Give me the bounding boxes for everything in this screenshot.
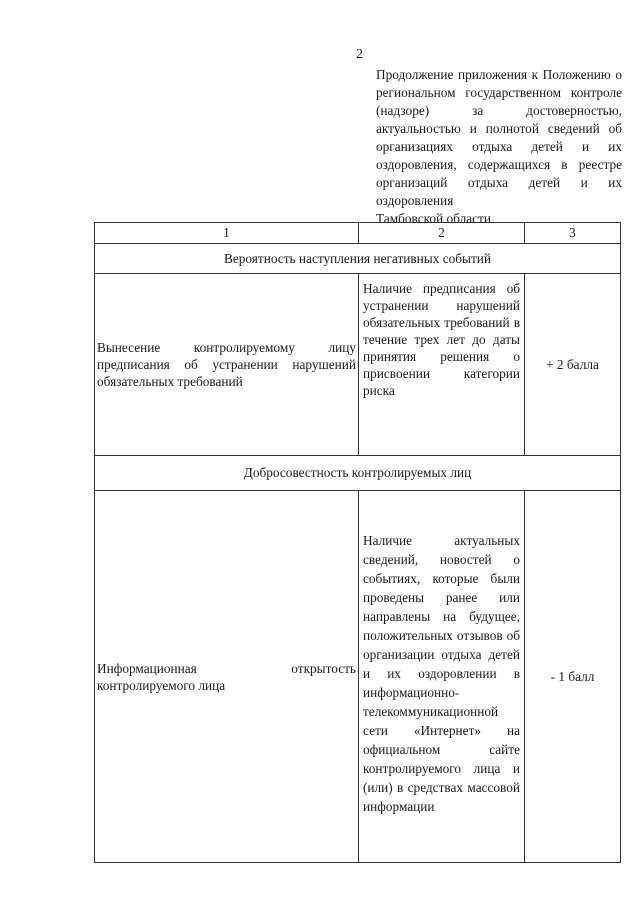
indicator-cell: Наличие предписания об устранении нарушений обязательных требований в течение трех лет до даты принятия решения о присвоении категории риска [359, 274, 525, 456]
score-cell: - 1 балл [525, 491, 621, 863]
appendix-continuation-note [376, 66, 622, 228]
table-row [95, 491, 621, 863]
page-number: 2 [356, 47, 363, 62]
section-title-negative-events: Вероятность наступления негативных событий [95, 244, 621, 274]
column-number-2: 2 [359, 223, 525, 244]
risk-criteria-table [94, 222, 621, 863]
section-title-good-faith: Добросовестность контролируемых лиц [95, 456, 621, 491]
score-cell: + 2 балла [525, 274, 621, 456]
column-number-1: 1 [95, 223, 359, 244]
column-number-3: 3 [525, 223, 621, 244]
indicator-cell: Наличие актуальных сведений, новостей о событиях, которые были проведены ранее или направлены на будущее, положительных отзывов об организации отдыха детей и их оздоровлении в информационно-телекоммуникационной сети «Интернет» на официальном сайте контролируемого лица и (или) в средствах массовой информации [359, 491, 525, 863]
section-header-row [95, 244, 621, 274]
appendix-note-last-line: Тамбовской области [376, 211, 491, 226]
criterion-cell: Информационная открытость контролируемого лица [95, 491, 359, 863]
criterion-cell: Вынесение контролируемому лицу предписания об устранении нарушений обязательных требований [95, 274, 359, 456]
table-row [95, 274, 621, 456]
section-header-row [95, 456, 621, 491]
column-number-row [95, 223, 621, 244]
appendix-note-text: Продолжение приложения к Положению о региональном государственном контроле (надзоре) за достоверностью, актуальностью и полнотой сведений об организациях отдыха детей и их оздоровления, содержащихся в реестре организаций отдыха детей и их оздоровления [376, 67, 622, 208]
